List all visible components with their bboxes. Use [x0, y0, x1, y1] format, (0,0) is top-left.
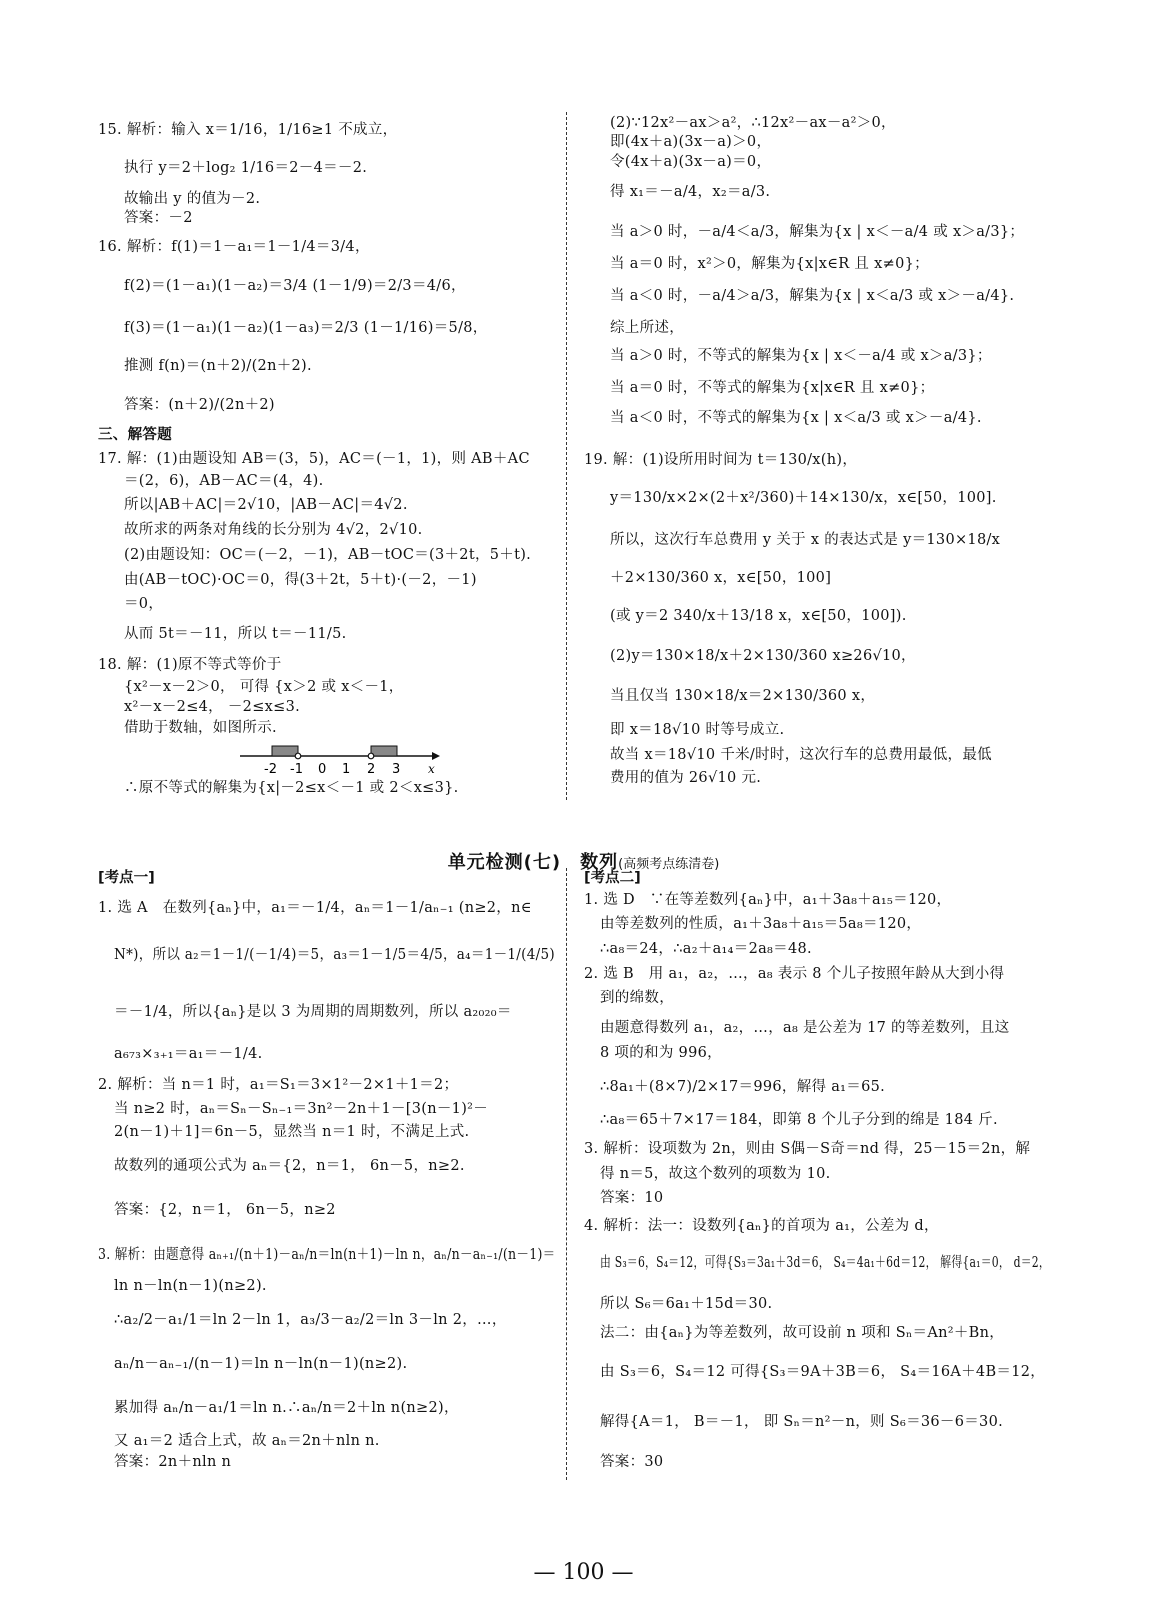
column-divider-top	[566, 112, 567, 800]
tick-label: -2	[264, 762, 277, 776]
text-line: 当 a＞0 时，不等式的解集为{x | x＜－a/4 或 x＞a/3}；	[610, 348, 992, 364]
column-divider-bottom	[566, 868, 567, 1480]
text-line: 当 a＞0 时，－a/4＜a/3，解集为{x | x＜－a/4 或 x＞a/3}；	[610, 224, 1025, 240]
text-line: ＋2×130/360 x，x∈[50，100]	[610, 570, 832, 586]
text-line: (2)由题设知：OC＝(－2，－1)，AB－tOC＝(3＋2t，5＋t).	[124, 547, 532, 563]
text-line: 从而 5t＝－11，所以 t＝－11/5.	[124, 626, 347, 642]
number-line-figure	[240, 740, 450, 776]
text-line: (2)y＝130×18/x＋2×130/360 x≥26√10，	[610, 648, 916, 664]
text-line: 即(4x＋a)(3x－a)＞0，	[610, 134, 772, 150]
topic-tag-two: [考点二]	[584, 870, 641, 886]
text-line: ln n－ln(n－1)(n≥2).	[114, 1278, 267, 1294]
text-line: 1. 选 D ∵在等差数列{aₙ}中，a₁＋3a₈＋a₁₅＝120，	[584, 892, 952, 908]
text-line: 当 a＝0 时，不等式的解集为{x|x∈R 且 x≠0}；	[610, 380, 935, 396]
text-line: 2. 选 B 用 a₁，a₂，…，a₈ 表示 8 个儿子按照年龄从大到小得	[584, 966, 1005, 982]
text-line: 4. 解析：法一：设数列{aₙ}的首项为 a₁，公差为 d，	[584, 1218, 939, 1234]
text-line: N*)，所以 a₂＝1－1/(－1/4)＝5，a₃＝1－1/5＝4/5，a₄＝1－1/(4/5)	[114, 947, 555, 963]
tick-label: 3	[392, 762, 401, 776]
text-line: 由题意得数列 a₁，a₂，…，a₈ 是公差为 17 的等差数列，且这	[600, 1020, 1010, 1036]
answer-line: 答案：2n＋nln n	[114, 1454, 232, 1470]
text-line: 当 a＝0 时，x²＞0，解集为{x|x∈R 且 x≠0}；	[610, 256, 929, 272]
text-line: 又 a₁＝2 适合上式，故 aₙ＝2n＋nln n.	[114, 1433, 380, 1449]
section-title-main: 单元检测(七) 数列	[447, 852, 619, 873]
text-line: 2(n－1)＋1]＝6n－5，显然当 n＝1 时，不满足上式.	[114, 1124, 470, 1140]
text-line: 2. 解析：当 n＝1 时，a₁＝S₁＝3×1²－2×1＋1＝2；	[98, 1077, 459, 1093]
text-line: ∴原不等式的解集为{x|－2≤x＜－1 或 2＜x≤3}.	[124, 780, 459, 796]
page-number: — 100 —	[533, 1560, 634, 1585]
tick-label: 1	[342, 762, 351, 776]
text-line: {x²－x－2＞0， 可得 {x＞2 或 x＜－1，	[124, 679, 404, 695]
answer-line: 答案：30	[600, 1454, 664, 1470]
text-line: 所以|AB＋AC|＝2√10，|AB－AC|＝4√2.	[124, 497, 408, 513]
text-line: ∴a₂/2－a₁/1＝ln 2－ln 1，a₃/3－a₂/2＝ln 3－ln 2，…，	[114, 1312, 507, 1328]
text-line: 由等差数列的性质，a₁＋3a₈＋a₁₅＝5a₈＝120，	[600, 916, 922, 932]
text-line: 得 n＝5，故这个数列的项数为 10.	[600, 1166, 831, 1182]
text-line: ∴8a₁＋(8×7)/2×17＝996，解得 a₁＝65.	[600, 1079, 886, 1095]
text-line: 得 x₁＝－a/4，x₂＝a/3.	[610, 184, 771, 200]
text-line: 执行 y＝2＋log₂ 1/16＝2－4＝－2.	[124, 160, 368, 176]
text-line: 当 n≥2 时，aₙ＝Sₙ－Sₙ₋₁＝3n²－2n＋1－[3(n－1)²－	[114, 1101, 489, 1117]
text-line: y＝130/x×2×(2＋x²/360)＋14×130/x，x∈[50，100].	[610, 490, 997, 506]
text-line: ∴a₈＝24，∴a₂＋a₁₄＝2a₈＝48.	[600, 941, 812, 957]
text-line: 所以，这次行车总费用 y 关于 x 的表达式是 y＝130×18/x	[610, 532, 1001, 548]
section-heading: 三、解答题	[98, 426, 172, 443]
text-line: f(2)＝(1－a₁)(1－a₂)＝3/4 (1－1/9)＝2/3＝4/6，	[124, 278, 466, 294]
topic-tag-one: [考点一]	[98, 870, 155, 886]
text-line: 由(AB－tOC)·OC＝0，得(3＋2t，5＋t)·(－2，－1)	[124, 572, 477, 588]
text-line: 由 S₃＝6，S₄＝12，可得{S₃＝3a₁＋3d＝6， S₄＝4a₁＋6d＝12， 解得{a₁＝0， d＝2，	[600, 1255, 1050, 1271]
text-line: ＝(2，6)，AB－AC＝(4，4).	[124, 473, 324, 489]
answer-line: 答案：(n＋2)/(2n＋2)	[124, 397, 275, 413]
text-line: 3. 解析：由题意得 aₙ₊₁/(n＋1)－aₙ/n＝ln(n＋1)－ln n，aₙ/n－aₙ₋₁/(n－1)＝	[98, 1247, 556, 1263]
text-line: 故所求的两条对角线的长分别为 4√2，2√10.	[124, 522, 423, 538]
text-line: 到的绵数，	[600, 990, 674, 1006]
text-line: (2)∵12x²－ax＞a²，∴12x²－ax－a²＞0，	[610, 115, 896, 131]
text-line: 所以 S₆＝6a₁＋15d＝30.	[600, 1296, 773, 1312]
text-line: ＝－1/4，所以{aₙ}是以 3 为周期的周期数列，所以 a₂₀₂₀＝	[114, 1004, 512, 1020]
answer-line: 答案：{2，n＝1， 6n－5，n≥2	[114, 1202, 336, 1218]
text-line: 17. 解：(1)由题设知 AB＝(3，5)，AC＝(－1，1)，则 AB＋AC	[98, 451, 530, 467]
text-line: 当 a＜0 时，不等式的解集为{x | x＜a/3 或 x＞－a/4}.	[610, 410, 982, 426]
text-line: 解得{A＝1， B＝－1， 即 Sₙ＝n²－n，则 S₆＝36－6＝30.	[600, 1414, 1004, 1430]
text-line: 令(4x＋a)(3x－a)＝0，	[610, 154, 772, 170]
answer-line: 答案：－2	[124, 210, 193, 226]
tick-label: 0	[318, 762, 327, 776]
text-line: 故输出 y 的值为－2.	[124, 191, 261, 207]
text-line: 综上所述，	[610, 320, 684, 336]
section-subtitle: (高频考点练清卷)	[618, 857, 720, 872]
text-line: 当 a＜0 时，－a/4＞a/3，解集为{x | x＜a/3 或 x＞－a/4}.	[610, 288, 1015, 304]
text-line: f(3)＝(1－a₁)(1－a₂)(1－a₃)＝2/3 (1－1/16)＝5/8，	[124, 320, 488, 336]
text-line: 1. 选 A 在数列{aₙ}中，a₁＝－1/4，aₙ＝1－1/aₙ₋₁ (n≥2，n∈	[98, 900, 532, 916]
text-line: a₆₇₃×₃₊₁＝a₁＝－1/4.	[114, 1046, 263, 1062]
text-line: 故当 x＝18√10 千米/时时，这次行车的总费用最低，最低	[610, 747, 992, 763]
text-line: 3. 解析：设项数为 2n，则由 S偶－S奇＝nd 得，25－15＝2n，解	[584, 1141, 1031, 1157]
text-line: (或 y＝2 340/x＋13/18 x，x∈[50，100]).	[610, 608, 907, 624]
text-line: 推测 f(n)＝(n＋2)/(2n＋2).	[124, 358, 312, 374]
text-line: 18. 解：(1)原不等式等价于	[98, 657, 282, 673]
text-line: 当且仅当 130×18/x＝2×130/360 x，	[610, 688, 876, 704]
tick-label: 2	[367, 762, 376, 776]
text-line: ＝0，	[124, 596, 164, 612]
answer-line: 答案：10	[600, 1190, 664, 1206]
text-line: 15. 解析：输入 x＝1/16，1/16≥1 不成立，	[98, 122, 398, 138]
text-line: 19. 解：(1)设所用时间为 t＝130/x(h)，	[584, 452, 858, 468]
text-line: 费用的值为 26√10 元.	[610, 770, 762, 786]
text-line: 由 S₃＝6，S₄＝12 可得{S₃＝9A＋3B＝6， S₄＝16A＋4B＝12，	[600, 1364, 1046, 1380]
text-line: 借助于数轴，如图所示.	[124, 720, 277, 736]
text-line: ∴a₈＝65＋7×17＝184，即第 8 个儿子分到的绵是 184 斤.	[600, 1112, 998, 1128]
text-line: 即 x＝18√10 时等号成立.	[610, 722, 785, 738]
tick-label: -1	[290, 762, 303, 776]
axis-label: x	[428, 762, 435, 776]
text-line: 累加得 aₙ/n－a₁/1＝ln n.∴aₙ/n＝2＋ln n(n≥2)，	[114, 1400, 459, 1416]
text-line: aₙ/n－aₙ₋₁/(n－1)＝ln n－ln(n－1)(n≥2).	[114, 1356, 408, 1372]
text-line: 8 项的和为 996，	[600, 1045, 722, 1061]
text-line: 法二：由{aₙ}为等差数列，故可设前 n 项和 Sₙ＝An²＋Bn，	[600, 1325, 1005, 1341]
text-line: x²－x－2≤4， －2≤x≤3.	[124, 699, 301, 715]
text-line: 16. 解析：f(1)＝1－a₁＝1－1/4＝3/4，	[98, 239, 370, 255]
text-line: 故数列的通项公式为 aₙ＝{2，n＝1， 6n－5，n≥2.	[114, 1158, 465, 1174]
